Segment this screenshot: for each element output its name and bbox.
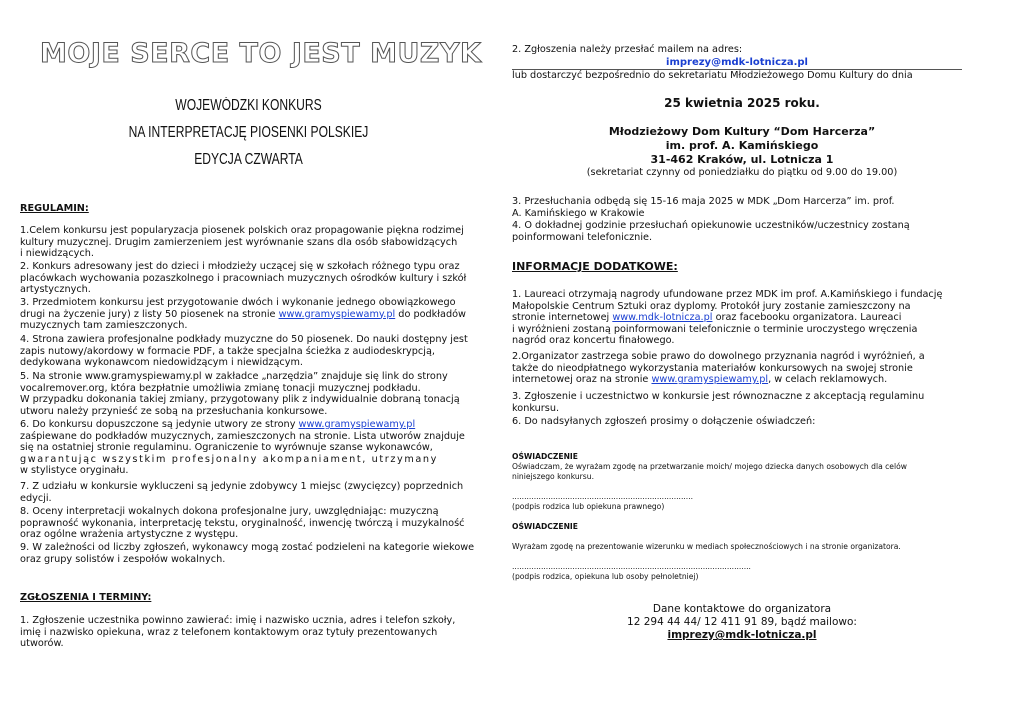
zgloszenia-point-1 (20, 615, 477, 650)
informacje-point-1 (512, 289, 972, 347)
text-line: 3. Przedmiotem konkursu jest przygotowanie dwóch i wykonanie jednego obowiązkowego (20, 297, 456, 308)
regulamin-point-3 (20, 297, 477, 332)
text-line: 4. Strona zawiera profesjonalne podkłady muzyczne do 50 piosenek. Do nauki dostępny jest (20, 334, 468, 345)
regulamin-point-7 (20, 481, 477, 504)
gramyspiewamy-link[interactable]: www.gramyspiewamy.pl (278, 308, 396, 320)
delivery-note: lub dostarczyć bezpośrednio do sekretariatu Młodzieżowego Domu Kultury do dnia (512, 70, 913, 81)
text-segment: internetowej oraz na stronie (512, 374, 649, 386)
text-line: 2. Konkurs adresowany jest do dzieci i młodzieży uczącej się w szkołach różnego typu oraz (20, 261, 460, 272)
office-hours: (sekretariat czynny od poniedziałku do piątku od 9.00 do 19.00) (586, 167, 898, 178)
zgloszenia-point-4 (512, 220, 972, 243)
text-line: 1. Zgłoszenie uczestnika powinno zawierać: imię i nazwisko ucznia, adres i telefon szkoły, (20, 615, 456, 626)
submission-email[interactable]: imprezy@mdk-lotnicza.pl (666, 57, 808, 68)
text-line: 3. Zgłoszenie i uczestnictwo w konkursie jest równoznaczne z akceptacją regulaminu (512, 391, 925, 402)
text-segment: , w celach reklamowych. (768, 374, 888, 386)
text-line: zapis nutowy/akordowy w formacie PDF, a także specjalna ścieżka z audiodeskrypcją, (20, 345, 435, 357)
text-line: 9. W zależności od liczby zgłoszeń, wykonawcy mogą zostać podzieleni na kategorie wiekowe (20, 542, 475, 553)
regulamin-point-2 (20, 261, 477, 296)
informacje-point-3 (512, 391, 972, 414)
text-line: artystycznych. (20, 284, 91, 296)
informacje-point-4: 6. Do nadsyłanych zgłoszeń prosimy o dołączenie oświadczeń: (512, 416, 816, 427)
gramyspiewamy-link[interactable]: www.gramyspiewamy.pl (651, 374, 769, 386)
regulamin-point-6 (20, 419, 477, 477)
text-line: 1. Laureaci otrzymają nagrody ufundowane przez MDK im prof. A.Kamińskiego i fundację (512, 289, 943, 300)
text-line: gwarantując wszystkim profesjonalny akompaniament, utrzymany (20, 453, 438, 465)
venue-name: Młodzieżowy Dom Kultury “Dom Harcerza” (608, 125, 876, 138)
text-line: 4. O dokładnej godzinie przesłuchań opiekunowie uczestników/uczestnicy zostaną (512, 220, 910, 231)
text-line: Małopolskie Centrum Sztuki oraz dyplomy. Protokół jury zostanie zamieszczony na (512, 300, 911, 312)
text-line: utworów. (20, 638, 64, 650)
signature-line: ........................................................................... (512, 492, 694, 501)
text-line: także do nieodpłatnego wykorzystania materiałów konkursowych na swojej stronie (512, 362, 913, 374)
zgloszenia-point-3 (512, 196, 972, 219)
text-line: 7. Z udziału w konkursie wykluczeni są jedynie zdobywcy 1 miejsc (zwycięzcy) poprzednich (20, 481, 464, 492)
venue-address (512, 125, 972, 179)
text-line: muzycznych tam zamieszczonych. (20, 320, 188, 332)
text-line: 8. Oceny interpretacji wokalnych dokona profesjonalne jury, uwzględniając: muzyczną (20, 506, 439, 517)
submission-email-line (512, 57, 962, 70)
text-line: nagród oraz koncertu finałowego. (512, 335, 675, 347)
signature-caption: (podpis rodzica, opiekuna lub osoby pełnoletniej) (512, 572, 699, 581)
contact-phones: 12 294 44 44/ 12 411 91 89, bądź mailowo: (627, 616, 857, 628)
text-line: dedykowana wykonawcom niedowidzącym i niewidzącym. (20, 357, 303, 369)
text-line: oraz ogólne wrażenia artystyczne z występu. (20, 529, 239, 541)
regulamin-point-9 (20, 542, 477, 565)
oswiadczenie-heading: OŚWIADCZENIE (512, 452, 578, 461)
text-line: edycji. (20, 492, 52, 504)
regulamin-point-5 (20, 371, 477, 417)
text-line: Wyrażam zgodę na prezentowanie wizerunku w mediach społecznościowych i na stronie organizatora. (512, 542, 901, 551)
text-line: placówkach wychowania pozaszkolnego i pracowniach muzycznych ośrodków kultury i szkół (20, 272, 467, 284)
text-line: vocalremover.org, która bezpłatnie umożliwia zmianę tonacji muzycznej podkładu. (20, 382, 421, 394)
oswiadczenie-data (512, 452, 972, 512)
contest-title-line-3: EDYCJA CZWARTA (194, 151, 303, 168)
text-line: w stylistyce oryginału. (20, 465, 129, 477)
signature-caption: (podpis rodzica lub opiekuna prawnego) (512, 502, 665, 511)
informacje-heading: INFORMACJE DODATKOWE: (512, 260, 678, 273)
text-line: się na ostatniej stronie regulaminu. Ograniczenie to wyrównuje szanse wykonawców, (20, 442, 433, 454)
gramyspiewamy-link[interactable]: www.gramyspiewamy.pl (298, 419, 416, 430)
text-line: konkursu. (512, 402, 560, 414)
text-line: utworu należy przynieść ze sobą na przesłuchania konkursowe. (20, 405, 328, 417)
text-segment: drugi na życzenie jury) z listy 50 piosenek na stronie (20, 308, 276, 320)
regulamin-point-8 (20, 506, 477, 541)
contest-title-line-2: NA INTERPRETACJĘ PIOSENKI POLSKIEJ (128, 124, 369, 141)
zgloszenia-heading: ZGŁOSZENIA I TERMINY: (20, 592, 152, 603)
contact-heading: Dane kontaktowe do organizatora (652, 603, 832, 615)
text-line: zaśpiewane do podkładów muzycznych, zamieszczonych na stronie. Lista utworów znajduje (20, 430, 465, 442)
text-line: i wyróżnieni zostaną poinformowani telefonicznie o terminie uroczystego wręczenia (512, 323, 918, 335)
regulamin-point-4 (20, 334, 477, 369)
text-line: poprawność wykonania, interpretację tekstu, oryginalność, inwencję twórczą i muzykalność (20, 517, 465, 529)
regulamin-point-1 (20, 225, 477, 260)
text-line: imię i nazwisko opiekuna, wraz z telefonem kontaktowym oraz tytuły prezentowanych (20, 626, 438, 638)
venue-patron: im. prof. A. Kamińskiego (665, 139, 819, 152)
zgloszenia-point-2: 2. Zgłoszenia należy przesłać mailem na adres: (512, 44, 743, 55)
text-line: niniejszego konkursu. (512, 472, 594, 481)
oswiadczenie-heading: OŚWIADCZENIE (512, 522, 578, 531)
text-line: oraz grupy solistów i zespołów wokalnych. (20, 553, 226, 565)
text-line: 1.Celem konkursu jest popularyzacja piosenek polskich oraz propagowanie piękna rodzimej (20, 225, 464, 236)
text-line: W przypadku dokonania takiej zmiany, przygotowany plik z indywidualnie dobraną tonacją (20, 394, 460, 406)
contest-title-line-1: WOJEWÓDZKI KONKURS (175, 97, 322, 114)
mdk-lotnicza-link[interactable]: www.mdk-lotnicza.pl (612, 312, 713, 324)
text-line: A. Kamińskiego w Krakowie (512, 207, 645, 219)
deadline: 25 kwietnia 2025 roku. (664, 96, 820, 110)
text-line: poinformowani telefonicznie. (512, 231, 653, 243)
text-line: 2.Organizator zastrzega sobie prawo do dowolnego przyznania nagród i wyróżnień, a (512, 351, 925, 362)
text-line: Oświadczam, że wyrażam zgodę na przetwarzanie moich/ mojego dziecka danych osobowych dla celów (512, 462, 907, 471)
text-segment: do podkładów (398, 308, 466, 320)
venue-street: 31-462 Kraków, ul. Lotnicza 1 (650, 153, 834, 166)
contact-block (512, 603, 972, 642)
banner-title: MOJE SERCE TO JEST MUZYK (40, 38, 482, 69)
informacje-point-2 (512, 351, 972, 386)
signature-line: ................................................................................................... (512, 562, 751, 571)
oswiadczenie-wizerunek (512, 522, 972, 582)
text-line: 3. Przesłuchania odbędą się 15-16 maja 2025 w MDK „Dom Harcerza” im. prof. (512, 196, 895, 207)
text-line: i niewidzących. (20, 248, 94, 260)
text-line: 5. Na stronie www.gramyspiewamy.pl w zakładce „narzędzia” znajduje się link do strony (20, 371, 448, 382)
regulamin-heading: REGULAMIN: (20, 203, 89, 214)
text-line: kultury muzycznej. Drugim zamierzeniem jest wyrównanie szans dla osób słabowidzących (20, 236, 458, 248)
text-segment: stronie internetowej (512, 312, 610, 324)
text-segment: oraz facebooku organizatora. Laureaci (715, 312, 902, 324)
contact-email[interactable]: imprezy@mdk-lotnicza.pl (667, 629, 817, 641)
text-segment: 6. Do konkursu dopuszczone są jedynie utwory ze strony (20, 419, 296, 430)
